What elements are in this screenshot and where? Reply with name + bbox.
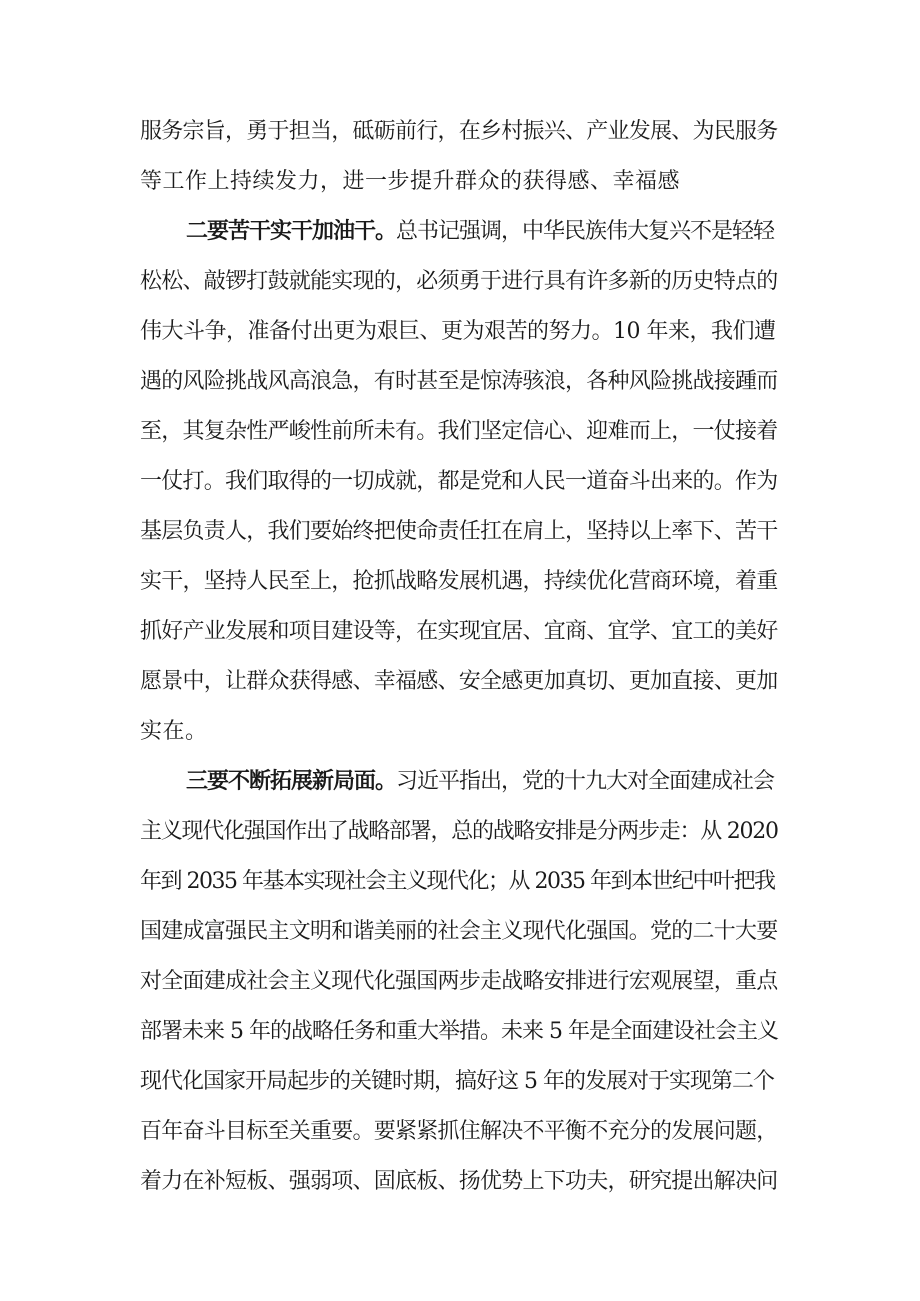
- paragraph-3-line: 百年奋斗目标至关重要。要紧紧抓住解决不平衡不充分的发展问题，: [140, 1119, 778, 1144]
- paragraph-3-line: 着力在补短板、强弱项、固底板、扬优势上下功夫，研究提出解决问: [140, 1169, 778, 1194]
- paragraph-3-text: 习近平指出，党的十九大对全面建成社会: [396, 769, 775, 794]
- paragraph-3-heading: 三要不断拓展新局面。: [186, 769, 397, 794]
- paragraph-2-heading: 二要苦干实干加油干。: [186, 219, 397, 244]
- paragraph-3-line: 主义现代化强国作出了战略部署，总的战略安排是分两步走：从 2020: [140, 819, 778, 844]
- paragraph-2-first-line: [186, 217, 774, 247]
- paragraph-2-line: 实干，坚持人民至上，抢抓战略发展机遇，持续优化营商环境，着重: [140, 569, 778, 594]
- paragraph-3-line: 国建成富强民主文明和谐美丽的社会主义现代化强国。党的二十大要: [140, 919, 778, 944]
- paragraph-3-line: 部署未来 5 年的战略任务和重大举措。未来 5 年是全面建设社会主义: [140, 1019, 778, 1044]
- paragraph-2-line: 至，其复杂性严峻性前所未有。我们坚定信心、迎难而上，一仗接着: [140, 419, 778, 444]
- paragraph-2-line: 遇的风险挑战风高浪急，有时甚至是惊涛骇浪，各种风险挑战接踵而: [140, 369, 778, 394]
- paragraph-2-line: 愿景中，让群众获得感、幸福感、安全感更加真切、更加直接、更加: [140, 669, 778, 694]
- paragraph-3-line: 现代化国家开局起步的关键时期，搞好这 5 年的发展对于实现第二个: [140, 1069, 774, 1094]
- paragraph-1-line: 服务宗旨，勇于担当，砥砺前行，在乡村振兴、产业发展、为民服务: [140, 119, 778, 144]
- paragraph-3-first-line: [186, 767, 774, 797]
- paragraph-1-line: 等工作上持续发力，进一步提升群众的获得感、幸福感: [140, 169, 681, 194]
- paragraph-2-line: 伟大斗争，准备付出更为艰巨、更为艰苦的努力。10 年来，我们遭: [140, 319, 776, 344]
- paragraph-2-line: 实在。: [140, 719, 208, 744]
- paragraph-2-text: 总书记强调，中华民族伟大复兴不是轻轻: [396, 219, 775, 244]
- paragraph-3-line: 年到 2035 年基本实现社会主义现代化；从 2035 年到本世纪中叶把我: [140, 869, 775, 894]
- paragraph-2-line: 基层负责人，我们要始终把使命责任扛在肩上，坚持以上率下、苦干: [140, 519, 778, 544]
- paragraph-2-line: 一仗打。我们取得的一切成就，都是党和人民一道奋斗出来的。作为: [140, 469, 778, 494]
- paragraph-2-line: 抓好产业发展和项目建设等，在实现宜居、宜商、宜学、宜工的美好: [140, 619, 778, 644]
- paragraph-3-line: 对全面建成社会主义现代化强国两步走战略安排进行宏观展望，重点: [140, 969, 778, 994]
- paragraph-2-line: 松松、敲锣打鼓就能实现的，必须勇于进行具有许多新的历史特点的: [140, 269, 778, 294]
